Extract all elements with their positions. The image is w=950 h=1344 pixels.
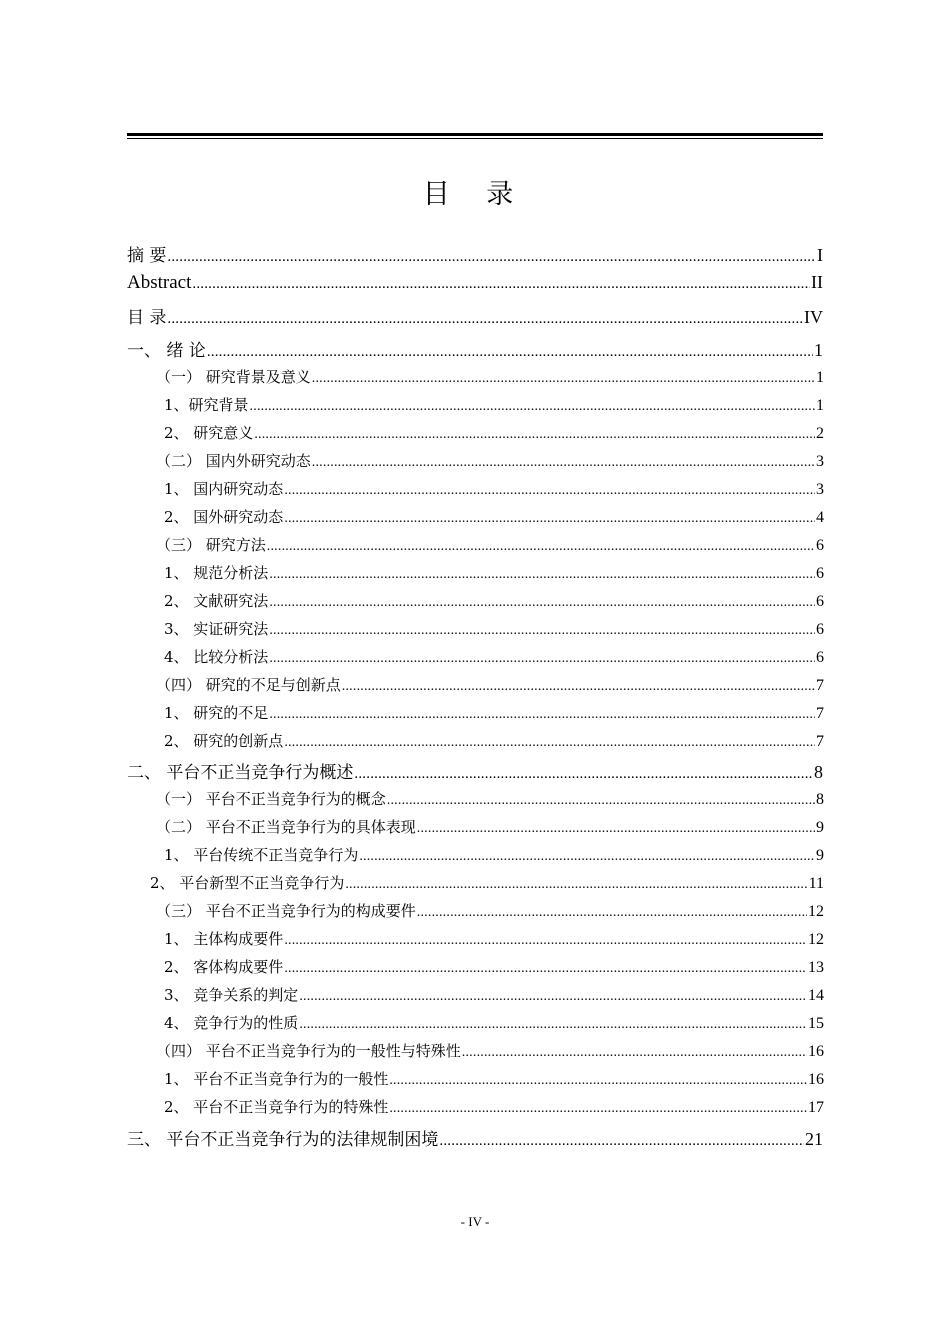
toc-entry[interactable] <box>164 844 824 865</box>
toc-entry[interactable] <box>164 394 824 415</box>
toc-entry[interactable] <box>164 1012 824 1033</box>
toc-leader-dots <box>312 455 815 471</box>
toc-entry[interactable] <box>164 702 824 723</box>
toc-entry-page: 16 <box>808 1071 824 1088</box>
toc-entry-page: 1 <box>816 397 824 414</box>
toc-entry-label: （三） 平台不正当竞争行为的构成要件 <box>156 902 416 920</box>
toc-leader-dots <box>284 735 815 751</box>
toc-entry[interactable] <box>156 450 824 471</box>
header-rule-thin <box>127 138 823 139</box>
toc-entry-label: 1、 平台传统不正当竞争行为 <box>164 846 359 864</box>
header-rule-thick <box>127 133 823 136</box>
toc-leader-dots <box>389 1101 807 1117</box>
toc-entry[interactable] <box>127 241 823 266</box>
toc-leader-dots <box>269 707 815 723</box>
toc-entry-label: 2、 平台新型不正当竞争行为 <box>150 874 345 892</box>
toc-entry-label: 1、研究背景 <box>164 396 249 414</box>
toc-entry-page: II <box>811 272 823 292</box>
toc-title: 目 录 <box>422 179 528 210</box>
toc-entry-label: （一） 研究背景及意义 <box>156 368 311 386</box>
toc-leader-dots <box>462 1045 807 1061</box>
toc-entry[interactable] <box>150 872 824 893</box>
toc-entry[interactable] <box>164 1068 824 1089</box>
toc-entry-page: 9 <box>816 819 824 836</box>
toc-entry[interactable] <box>156 816 824 837</box>
toc-entry-label: 2、 平台不正当竞争行为的特殊性 <box>164 1098 389 1116</box>
toc-entry-label: （一） 平台不正当竞争行为的概念 <box>156 790 386 808</box>
toc-entry-page: 6 <box>816 565 824 582</box>
toc-entry-page: 11 <box>808 875 824 892</box>
toc-entry-page: 21 <box>805 1129 823 1149</box>
toc-entry-page: 3 <box>816 453 824 470</box>
toc-entry-label: 2、 文献研究法 <box>164 592 269 610</box>
toc-entry-page: 4 <box>816 509 824 526</box>
toc-leader-dots <box>269 595 815 611</box>
toc-entry-page: I <box>817 245 823 265</box>
toc-entry[interactable] <box>156 366 824 387</box>
toc-entry-label: 2、 研究的创新点 <box>164 732 284 750</box>
toc-entry[interactable] <box>164 562 824 583</box>
toc-entry-label: 摘 要 <box>127 246 167 266</box>
toc-entry-page: 15 <box>808 1015 824 1032</box>
toc-leader-dots <box>389 1073 807 1089</box>
toc-entry-page: 6 <box>816 621 824 638</box>
toc-entry[interactable] <box>164 478 824 499</box>
toc-entry-label: （三） 研究方法 <box>156 536 266 554</box>
toc-leader-dots <box>299 989 807 1005</box>
toc-entry-page: 16 <box>808 1043 824 1060</box>
toc-entry-label: （二） 平台不正当竞争行为的具体表现 <box>156 818 416 836</box>
toc-entry-page: 9 <box>816 847 824 864</box>
toc-entry-label: 3、 竞争关系的判定 <box>164 986 299 1004</box>
toc-leader-dots <box>284 511 815 527</box>
toc-entry[interactable] <box>156 1040 824 1061</box>
toc-entry-page: 3 <box>816 481 824 498</box>
toc-leader-dots <box>267 539 815 555</box>
toc-entry-label: 2、 客体构成要件 <box>164 958 284 976</box>
toc-entry[interactable] <box>127 1125 823 1150</box>
toc-entry-page: 7 <box>816 705 824 722</box>
toc-entry[interactable] <box>164 590 824 611</box>
toc-entry-label: （四） 研究的不足与创新点 <box>156 676 341 694</box>
toc-entry-label: Abstract <box>127 272 192 293</box>
toc-entry-page: 1 <box>814 340 823 360</box>
toc-entry-page: 7 <box>816 677 824 694</box>
toc-entry[interactable] <box>156 534 824 555</box>
toc-entry-label: （二） 国内外研究动态 <box>156 452 311 470</box>
toc-entry[interactable] <box>164 956 824 977</box>
toc-entry[interactable] <box>156 788 824 809</box>
toc-entry-page: IV <box>804 307 823 327</box>
toc-entry-label: 一、 绪 论 <box>127 341 206 361</box>
toc-entry[interactable] <box>164 984 824 1005</box>
toc-leader-dots <box>269 623 815 639</box>
toc-entry-label: 二、 平台不正当竞争行为概述 <box>127 763 354 783</box>
toc-entry[interactable] <box>156 900 824 921</box>
page-number-footer: - IV - <box>460 1214 490 1229</box>
toc-leader-dots <box>284 961 807 977</box>
toc-leader-dots <box>167 249 816 266</box>
toc-leader-dots <box>417 821 815 837</box>
toc-entry[interactable] <box>127 758 823 783</box>
toc-entry-page: 7 <box>816 733 824 750</box>
toc-entry-page: 12 <box>808 903 824 920</box>
toc-leader-dots <box>269 567 815 583</box>
toc-entry[interactable] <box>164 1096 824 1117</box>
toc-entry-page: 6 <box>816 649 824 666</box>
toc-leader-dots <box>359 849 815 865</box>
toc-entry-label: 三、 平台不正当竞争行为的法律规制困境 <box>127 1130 439 1150</box>
toc-leader-dots <box>284 483 815 499</box>
toc-leader-dots <box>284 933 807 949</box>
toc-leader-dots <box>312 371 815 387</box>
toc-entry[interactable] <box>156 674 824 695</box>
toc-entry-label: 2、 研究意义 <box>164 424 254 442</box>
toc-entry-page: 12 <box>808 931 824 948</box>
toc-entry-label: 4、 比较分析法 <box>164 648 269 666</box>
toc-entry[interactable] <box>164 422 824 443</box>
toc-leader-dots <box>439 1133 804 1150</box>
toc-entry-page: 2 <box>816 425 824 442</box>
toc-entry[interactable] <box>164 730 824 751</box>
toc-leader-dots <box>192 276 810 293</box>
toc-entry-page: 6 <box>816 593 824 610</box>
toc-entry-page: 8 <box>814 762 823 782</box>
toc-entry-page: 17 <box>808 1099 824 1116</box>
toc-entry-page: 1 <box>816 369 824 386</box>
toc-entry-label: 1、 规范分析法 <box>164 564 269 582</box>
toc-entry-page: 6 <box>816 537 824 554</box>
toc-entry-label: 1、 主体构成要件 <box>164 930 284 948</box>
toc-entry[interactable] <box>164 618 824 639</box>
toc-leader-dots <box>269 651 815 667</box>
toc-entry-page: 14 <box>808 987 824 1004</box>
toc-entry-label: 1、 国内研究动态 <box>164 480 284 498</box>
toc-leader-dots <box>299 1017 807 1033</box>
toc-entry[interactable] <box>164 928 824 949</box>
toc-entry[interactable] <box>164 506 824 527</box>
toc-entry-label: 1、 研究的不足 <box>164 704 269 722</box>
toc-entry[interactable] <box>164 646 824 667</box>
toc-leader-dots <box>167 311 803 328</box>
toc-entry-page: 8 <box>816 791 824 808</box>
toc-entry-label: （四） 平台不正当竞争行为的一般性与特殊性 <box>156 1042 461 1060</box>
toc-leader-dots <box>354 766 813 783</box>
toc-entry[interactable] <box>127 303 823 328</box>
toc-leader-dots <box>387 793 815 809</box>
toc-entry[interactable] <box>127 272 823 294</box>
toc-entry-label: 4、 竞争行为的性质 <box>164 1014 299 1032</box>
toc-entry[interactable] <box>127 336 823 361</box>
toc-leader-dots <box>417 905 807 921</box>
toc-entry-label: 目 录 <box>127 308 167 328</box>
toc-leader-dots <box>250 399 815 415</box>
toc-entry-label: 1、 平台不正当竞争行为的一般性 <box>164 1070 389 1088</box>
toc-entry-label: 2、 国外研究动态 <box>164 508 284 526</box>
toc-leader-dots <box>254 427 815 443</box>
toc-entry-label: 3、 实证研究法 <box>164 620 269 638</box>
toc-leader-dots <box>342 679 815 695</box>
toc-leader-dots <box>207 344 813 361</box>
toc-leader-dots <box>345 877 807 893</box>
toc-entry-page: 13 <box>808 959 824 976</box>
